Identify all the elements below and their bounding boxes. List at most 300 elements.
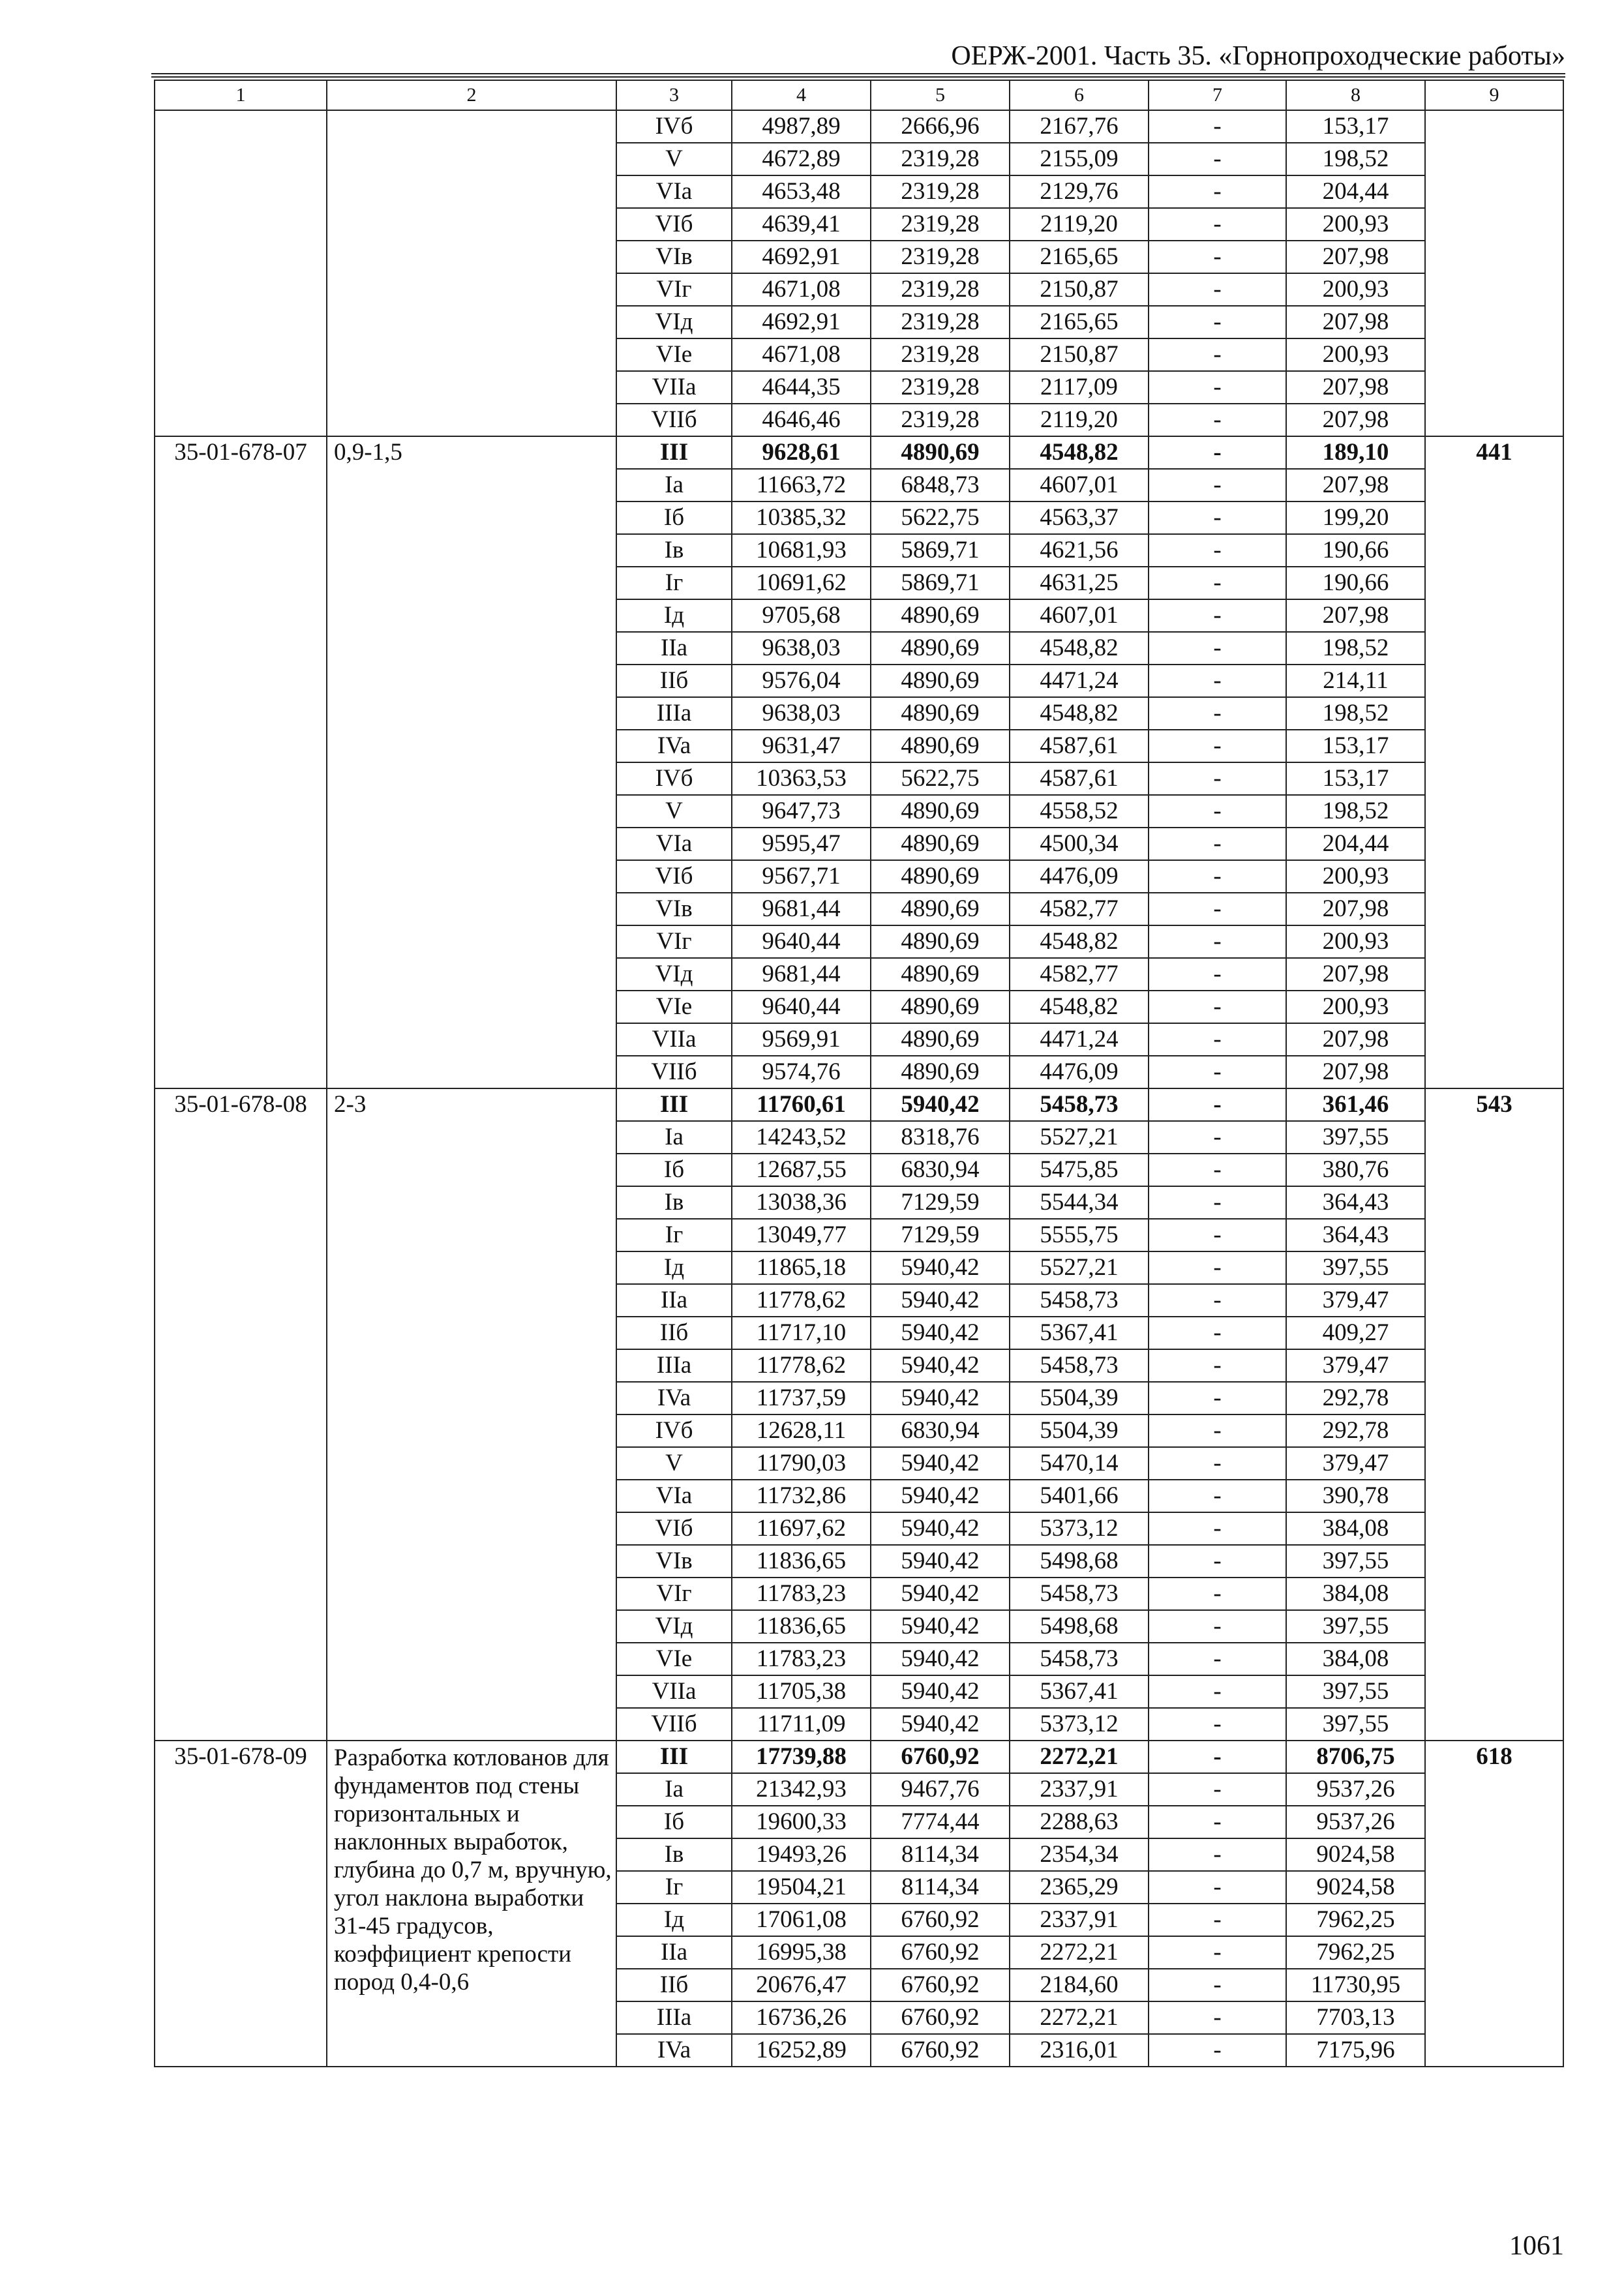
value-cell: - [1149,534,1286,567]
value-cell: 379,47 [1286,1447,1425,1480]
value-cell: 2165,65 [1010,306,1149,338]
zone-cell: VIa [616,175,732,208]
value-cell: 397,55 [1286,1708,1425,1741]
zone-cell: VIIa [616,371,732,404]
value-cell: 5940,42 [871,1545,1010,1578]
value-cell: 4476,09 [1010,1056,1149,1088]
value-cell: 2337,91 [1010,1773,1149,1806]
rate-code: 35-01-678-09 [155,1741,327,2067]
value-cell: - [1149,1708,1286,1741]
zone-cell: VIe [616,338,732,371]
value-cell: 2319,28 [871,404,1010,436]
value-cell: - [1149,1251,1286,1284]
value-cell: - [1149,925,1286,958]
value-cell: 9537,26 [1286,1773,1425,1806]
value-cell: 2337,91 [1010,1904,1149,1936]
zone-cell: Iв [616,534,732,567]
column-number: 9 [1425,80,1563,110]
value-cell: 384,08 [1286,1643,1425,1675]
value-cell: 200,93 [1286,338,1425,371]
value-cell: 4548,82 [1010,436,1149,469]
value-cell: 5498,68 [1010,1545,1149,1578]
column-number: 8 [1286,80,1425,110]
value-cell: 4582,77 [1010,958,1149,991]
value-cell: 5367,41 [1010,1675,1149,1708]
column-number-row [155,80,1563,110]
value-cell: 9681,44 [732,893,871,925]
value-cell: 2319,28 [871,338,1010,371]
value-cell: 4890,69 [871,925,1010,958]
zone-cell: VIг [616,1578,732,1610]
value-cell: 11663,72 [732,469,871,501]
value-cell: 16252,89 [732,2034,871,2067]
value-cell: - [1149,306,1286,338]
value-cell: 4500,34 [1010,828,1149,860]
value-cell: - [1149,795,1286,828]
value-cell: 5373,12 [1010,1708,1149,1741]
value-cell: 2365,29 [1010,1871,1149,1904]
col9-value [1425,110,1563,436]
zone-cell: VIд [616,306,732,338]
zone-cell: Iд [616,1251,732,1284]
value-cell: - [1149,1349,1286,1382]
zone-cell: VIб [616,208,732,241]
value-cell: - [1149,1121,1286,1154]
zone-cell: V [616,795,732,828]
value-cell: - [1149,1643,1286,1675]
value-cell: 5504,39 [1010,1382,1149,1414]
value-cell: 207,98 [1286,241,1425,273]
zone-cell: VIIб [616,1708,732,1741]
zone-cell: VIв [616,241,732,273]
zone-cell: IIIa [616,697,732,730]
value-cell: 2184,60 [1010,1969,1149,2001]
value-cell: - [1149,1578,1286,1610]
value-cell: 14243,52 [732,1121,871,1154]
value-cell: 5940,42 [871,1512,1010,1545]
value-cell: 2316,01 [1010,2034,1149,2067]
value-cell: 2150,87 [1010,273,1149,306]
value-cell: 11705,38 [732,1675,871,1708]
value-cell: - [1149,273,1286,306]
value-cell: 6760,92 [871,1969,1010,2001]
value-cell: - [1149,1610,1286,1643]
value-cell: 6848,73 [871,469,1010,501]
zone-cell: VIд [616,1610,732,1643]
value-cell: 2150,87 [1010,338,1149,371]
value-cell: 11778,62 [732,1284,871,1317]
value-cell: 198,52 [1286,143,1425,175]
value-cell: 10691,62 [732,567,871,599]
zone-cell: IIIa [616,1349,732,1382]
value-cell: - [1149,567,1286,599]
value-cell: 6760,92 [871,1936,1010,1969]
value-cell: 6760,92 [871,1741,1010,1773]
value-cell: 5401,66 [1010,1480,1149,1512]
value-cell: 11732,86 [732,1480,871,1512]
zone-cell: VIa [616,1480,732,1512]
value-cell: 9595,47 [732,828,871,860]
value-cell: 5940,42 [871,1251,1010,1284]
value-cell: 4644,35 [732,371,871,404]
value-cell: 4890,69 [871,730,1010,762]
zone-cell: VIг [616,273,732,306]
value-cell: - [1149,143,1286,175]
value-cell: - [1149,1056,1286,1088]
value-cell: 16995,38 [732,1936,871,1969]
value-cell: 9467,76 [871,1773,1010,1806]
value-cell: 4563,37 [1010,501,1149,534]
value-cell: 200,93 [1286,273,1425,306]
value-cell: 9638,03 [732,697,871,730]
value-cell: 4548,82 [1010,991,1149,1023]
zone-cell: VIIa [616,1023,732,1056]
value-cell: 8706,75 [1286,1741,1425,1773]
value-cell: 4890,69 [871,991,1010,1023]
value-cell: 5458,73 [1010,1578,1149,1610]
value-cell: 5458,73 [1010,1284,1149,1317]
value-cell: - [1149,436,1286,469]
value-cell: - [1149,1447,1286,1480]
value-cell: - [1149,1904,1286,1936]
value-cell: 198,52 [1286,795,1425,828]
zone-cell: Iг [616,567,732,599]
value-cell: - [1149,501,1286,534]
zone-cell: IVa [616,1382,732,1414]
value-cell: 20676,47 [732,1969,871,2001]
header-rule-double [151,76,1565,78]
value-cell: 5544,34 [1010,1186,1149,1219]
value-cell: 409,27 [1286,1317,1425,1349]
rate-code [155,110,327,436]
value-cell: - [1149,371,1286,404]
value-cell: 9574,76 [732,1056,871,1088]
rate-parameter: Разработка котлованов для фундаментов под стены горизонтальных и наклонных выработок, глубина до 0,7 м, вручную, угол наклона выработки 31-45 градусов, коэффициент крепости пород 0,4-0,6 [327,1741,616,2067]
zone-cell: IIIa [616,2001,732,2034]
value-cell: 4471,24 [1010,1023,1149,1056]
value-cell: 5869,71 [871,534,1010,567]
zone-cell: Iб [616,1154,732,1186]
zone-cell: Iб [616,501,732,534]
zone-cell: IIб [616,1317,732,1349]
value-cell: 2319,28 [871,143,1010,175]
value-cell: 4587,61 [1010,762,1149,795]
zone-cell: Iб [616,1806,732,1838]
value-cell: - [1149,828,1286,860]
value-cell: 2319,28 [871,273,1010,306]
value-cell: 153,17 [1286,730,1425,762]
value-cell: - [1149,404,1286,436]
value-cell: 207,98 [1286,893,1425,925]
value-cell: 11783,23 [732,1578,871,1610]
value-cell: - [1149,110,1286,143]
value-cell: 153,17 [1286,762,1425,795]
value-cell: 4631,25 [1010,567,1149,599]
value-cell: 17061,08 [732,1904,871,1936]
table-row [155,1741,1563,1773]
value-cell: 4607,01 [1010,599,1149,632]
zone-cell: Ia [616,1121,732,1154]
value-cell: 4692,91 [732,241,871,273]
value-cell: 207,98 [1286,469,1425,501]
value-cell: 5622,75 [871,762,1010,795]
value-cell: 7129,59 [871,1219,1010,1251]
value-cell: - [1149,1806,1286,1838]
value-cell: 5940,42 [871,1447,1010,1480]
value-cell: 5869,71 [871,567,1010,599]
value-cell: 2319,28 [871,306,1010,338]
value-cell: 397,55 [1286,1545,1425,1578]
value-cell: 16736,26 [732,2001,871,2034]
value-cell: - [1149,665,1286,697]
value-cell: 4890,69 [871,436,1010,469]
value-cell: 4692,91 [732,306,871,338]
value-cell: 6830,94 [871,1154,1010,1186]
value-cell: - [1149,1088,1286,1121]
value-cell: 5940,42 [871,1284,1010,1317]
value-cell: 9024,58 [1286,1838,1425,1871]
value-cell: 380,76 [1286,1154,1425,1186]
zone-cell: Iв [616,1838,732,1871]
value-cell: 5504,39 [1010,1414,1149,1447]
value-cell: - [1149,1838,1286,1871]
value-cell: - [1149,730,1286,762]
value-cell: 4548,82 [1010,925,1149,958]
value-cell: 292,78 [1286,1382,1425,1414]
value-cell: 6760,92 [871,1904,1010,1936]
rate-code: 35-01-678-08 [155,1088,327,1741]
value-cell: 4639,41 [732,208,871,241]
value-cell: 207,98 [1286,306,1425,338]
value-cell: 384,08 [1286,1578,1425,1610]
column-number: 1 [155,80,327,110]
value-cell: 207,98 [1286,599,1425,632]
value-cell: 11836,65 [732,1545,871,1578]
value-cell: 2119,20 [1010,404,1149,436]
value-cell: 2167,76 [1010,110,1149,143]
value-cell: - [1149,2001,1286,2034]
zone-cell: IVб [616,110,732,143]
zone-cell: VIe [616,1643,732,1675]
zone-cell: Iд [616,1904,732,1936]
zone-cell: VIa [616,828,732,860]
value-cell: 6830,94 [871,1414,1010,1447]
value-cell: 190,66 [1286,534,1425,567]
value-cell: - [1149,1284,1286,1317]
header-rule [151,73,1565,74]
value-cell: 4671,08 [732,338,871,371]
value-cell: 4587,61 [1010,730,1149,762]
value-cell: 2319,28 [871,241,1010,273]
value-cell: - [1149,1969,1286,2001]
value-cell: 10363,53 [732,762,871,795]
value-cell: 6760,92 [871,2001,1010,2034]
value-cell: 5373,12 [1010,1512,1149,1545]
value-cell: 4476,09 [1010,860,1149,893]
value-cell: - [1149,1512,1286,1545]
zone-cell: VIIa [616,1675,732,1708]
value-cell: 4890,69 [871,665,1010,697]
column-number: 2 [327,80,616,110]
value-cell: 9640,44 [732,991,871,1023]
zone-cell: IIб [616,665,732,697]
value-cell: 9705,68 [732,599,871,632]
zone-cell: IVa [616,730,732,762]
zone-cell: IVб [616,762,732,795]
value-cell: 9567,71 [732,860,871,893]
value-cell: 4548,82 [1010,697,1149,730]
value-cell: 200,93 [1286,860,1425,893]
value-cell: 379,47 [1286,1349,1425,1382]
value-cell: 19493,26 [732,1838,871,1871]
zone-cell: VIIб [616,404,732,436]
value-cell: 8114,34 [871,1838,1010,1871]
value-cell: 11836,65 [732,1610,871,1643]
rate-parameter: 2-3 [327,1088,616,1741]
value-cell: 8114,34 [871,1871,1010,1904]
value-cell: 364,43 [1286,1186,1425,1219]
zone-cell: V [616,1447,732,1480]
zone-cell: IIб [616,1969,732,2001]
value-cell: 4582,77 [1010,893,1149,925]
value-cell: 4548,82 [1010,632,1149,665]
value-cell: 11760,61 [732,1088,871,1121]
value-cell: 189,10 [1286,436,1425,469]
value-cell: 7175,96 [1286,2034,1425,2067]
value-cell: 5498,68 [1010,1610,1149,1643]
zone-cell: V [616,143,732,175]
zone-cell: Ia [616,469,732,501]
zone-cell: IIa [616,1936,732,1969]
value-cell: 5527,21 [1010,1121,1149,1154]
value-cell: 11865,18 [732,1251,871,1284]
value-cell: 361,46 [1286,1088,1425,1121]
value-cell: 17739,88 [732,1741,871,1773]
value-cell: 5458,73 [1010,1349,1149,1382]
zone-cell: IIa [616,632,732,665]
value-cell: 5367,41 [1010,1317,1149,1349]
value-cell: 200,93 [1286,208,1425,241]
value-cell: 9640,44 [732,925,871,958]
table-body [155,80,1563,2067]
value-cell: 397,55 [1286,1251,1425,1284]
rate-code: 35-01-678-07 [155,436,327,1088]
value-cell: 153,17 [1286,110,1425,143]
value-cell: 2319,28 [871,175,1010,208]
value-cell: 5940,42 [871,1610,1010,1643]
price-table [154,80,1564,2067]
rate-parameter [327,110,616,436]
value-cell: 5940,42 [871,1088,1010,1121]
value-cell: - [1149,1186,1286,1219]
value-cell: - [1149,338,1286,371]
value-cell: 5475,85 [1010,1154,1149,1186]
column-number: 6 [1010,80,1149,110]
value-cell: 5458,73 [1010,1643,1149,1675]
value-cell: 7962,25 [1286,1936,1425,1969]
value-cell: 5940,42 [871,1675,1010,1708]
value-cell: 5940,42 [871,1578,1010,1610]
value-cell: 6760,92 [871,2034,1010,2067]
value-cell: - [1149,1545,1286,1578]
value-cell: 207,98 [1286,1023,1425,1056]
rate-parameter: 0,9-1,5 [327,436,616,1088]
value-cell: 4671,08 [732,273,871,306]
value-cell: 5940,42 [871,1643,1010,1675]
zone-cell: IVб [616,1414,732,1447]
value-cell: 5458,73 [1010,1088,1149,1121]
value-cell: 4987,89 [732,110,871,143]
value-cell: 2119,20 [1010,208,1149,241]
value-cell: 2319,28 [871,208,1010,241]
zone-cell: VIв [616,1545,732,1578]
value-cell: 7703,13 [1286,2001,1425,2034]
table-row [155,110,1563,143]
value-cell: 7962,25 [1286,1904,1425,1936]
zone-cell: Iг [616,1219,732,1251]
value-cell: 2155,09 [1010,143,1149,175]
value-cell: 364,43 [1286,1219,1425,1251]
value-cell: 292,78 [1286,1414,1425,1447]
value-cell: 4890,69 [871,697,1010,730]
value-cell: 11697,62 [732,1512,871,1545]
value-cell: 204,44 [1286,828,1425,860]
value-cell: 10681,93 [732,534,871,567]
col9-value: 618 [1425,1741,1563,2067]
value-cell: 11778,62 [732,1349,871,1382]
value-cell: 200,93 [1286,925,1425,958]
page-number: 1061 [1509,2231,1564,2261]
value-cell: 4621,56 [1010,534,1149,567]
column-number: 3 [616,80,732,110]
value-cell: - [1149,697,1286,730]
value-cell: 9628,61 [732,436,871,469]
zone-cell: VIг [616,925,732,958]
zone-cell: VIб [616,1512,732,1545]
col9-value: 543 [1425,1088,1563,1741]
value-cell: 9631,47 [732,730,871,762]
value-cell: 4646,46 [732,404,871,436]
value-cell: - [1149,1154,1286,1186]
value-cell: 11783,23 [732,1643,871,1675]
value-cell: 12687,55 [732,1154,871,1186]
value-cell: 2165,65 [1010,241,1149,273]
value-cell: 11790,03 [732,1447,871,1480]
value-cell: 4558,52 [1010,795,1149,828]
value-cell: 4890,69 [871,1056,1010,1088]
value-cell: 4607,01 [1010,469,1149,501]
value-cell: 2666,96 [871,110,1010,143]
value-cell: - [1149,893,1286,925]
value-cell: - [1149,1871,1286,1904]
value-cell: - [1149,2034,1286,2067]
value-cell: 9638,03 [732,632,871,665]
value-cell: 2288,63 [1010,1806,1149,1838]
value-cell: 4890,69 [871,599,1010,632]
value-cell: 204,44 [1286,175,1425,208]
value-cell: - [1149,991,1286,1023]
value-cell: - [1149,1773,1286,1806]
value-cell: 13038,36 [732,1186,871,1219]
value-cell: 2272,21 [1010,2001,1149,2034]
value-cell: 21342,93 [732,1773,871,1806]
zone-cell: III [616,1088,732,1121]
value-cell: 4890,69 [871,860,1010,893]
value-cell: 11737,59 [732,1382,871,1414]
value-cell: - [1149,175,1286,208]
value-cell: 8318,76 [871,1121,1010,1154]
table-row [155,436,1563,469]
